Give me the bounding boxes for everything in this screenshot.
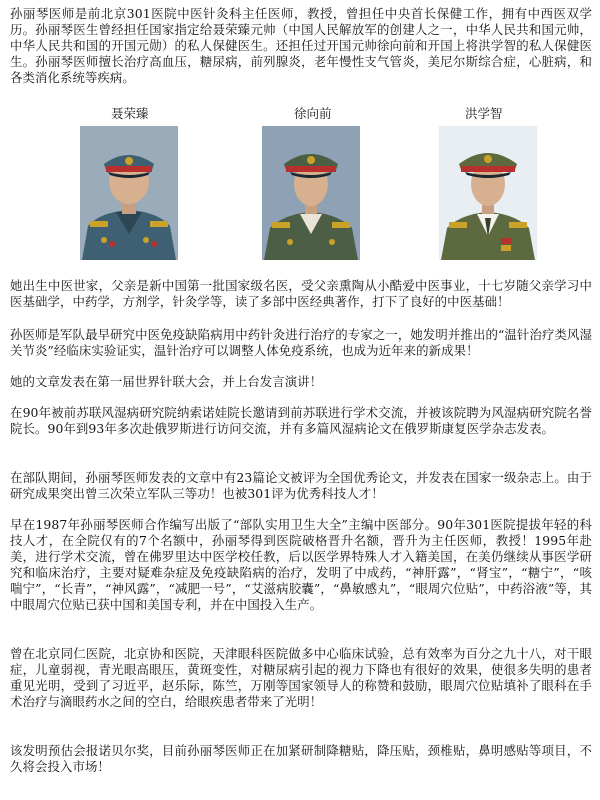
portrait-xu-xiangqian	[262, 126, 360, 260]
paragraph-research: 孙医师是军队最早研究中医免疫缺陷病用中药针灸进行治疗的专家之一，她发明并推出的“温针治疗类风湿关节炎”经临床实验证实，温针治疗可以调整人体免疫系统，也成为近年来的新成果！	[10, 327, 592, 358]
intro-paragraph: 孙丽琴医师是前北京301医院中医针灸科主任医师，教授，曾担任中央首长保健工作，拥有中西医双学历。孙丽琴医生曾经担任国家指定给聂荣臻元帅（中国人民解放军的创建人之一，中华人民共和国元帅，中华人民共和国的开国元勋）的私人保健医生。还担任过开国元帅徐向前和开国上将洪学智的私人保健医生。孙丽琴医师擅长治疗高血压，糖尿病，前列腺炎，老年慢性支气管炎，美尼尔斯综合症，心脏病，和各类消化系统等疾病。	[10, 6, 592, 85]
portrait-nie-rongzhen	[80, 126, 178, 260]
paragraph-career: 早在1987年孙丽琴医师合作编写出版了“部队实用卫生大全”主编中医部分。90年301医院提拔年轻的科技人才，在全院仅有的7个名额中，孙丽琴得到医院破格晋升名额，晋升为主任医师，教授！1995年赴美，进行学术交流，曾在佛罗里达中医学校任教，后以医学界特殊人才入籍美国，在美仍继续从事医学研究和临床治疗，主要对疑难杂症及免疫缺陷病的治疗，发明了中成药，“神肝露”，“肾宝”，“糖宁”，“咳喘宁”，“长青”，“神风露”，“减肥一号”，“艾滋病胶囊”，“鼻敏感丸”，“眼周穴位贴”，中药浴液”等，其中眼周穴位贴已获中国和美国专利，并在中国投入生产。	[10, 517, 592, 612]
paragraph-outlook: 该发明预估会报诺贝尔奖，目前孙丽琴医师正在加紧研制降糖贴，降压贴，颈椎贴，鼻明感贴等项目，不久将会投入市场！	[10, 743, 592, 774]
photo-captions	[0, 106, 600, 122]
caption-xu: 徐向前	[294, 106, 332, 121]
caption-nie: 聂荣臻	[111, 106, 149, 121]
caption-hong: 洪学智	[465, 106, 503, 121]
paragraph-soviet: 在90年被前苏联风湿病研究院纳索诺娃院长邀请到前苏联进行学术交流，并被该院聘为风湿病研究院名誉院长。90年到93年多次赴俄罗斯进行访问交流，并有多篇风湿病论文在俄罗斯康复医学杂志发表。	[10, 405, 592, 436]
paragraph-military: 在部队期间，孙丽琴医师发表的文章中有23篇论文被评为全国优秀论文，并发表在国家一级杂志上。由于研究成果突出曾三次荣立军队三等功！也被301评为优秀科技人才！	[10, 470, 592, 501]
paragraph-clinical: 曾在北京同仁医院，北京协和医院，天津眼科医院做多中心临床试验，总有效率为百分之九十八，对干眼症，儿童弱视，青光眼高眼压，黄斑变性，对糖尿病引起的视力下降也有很好的效果，使很多失明的患者重见光明，受到了习近平，赵乐际，陈竺，万刚等国家领导人的称赞和鼓励，眼周穴位贴填补了眼科在手术治疗与滴眼药水之间的空白，给眼疾患者带来了光明！	[10, 646, 592, 709]
paragraph-family: 她出生中医世家，父亲是新中国第一批国家级名医，受父亲熏陶从小酷爱中医事业，十七岁随父亲学习中医基础学，中药学，方剂学，针灸学等，读了多部中医经典著作，打下了良好的中医基础！	[10, 278, 592, 309]
paragraph-conference: 她的文章发表在第一届世界针联大会，并上台发言演讲！	[10, 374, 323, 389]
portrait-hong-xuezhi	[439, 126, 537, 260]
